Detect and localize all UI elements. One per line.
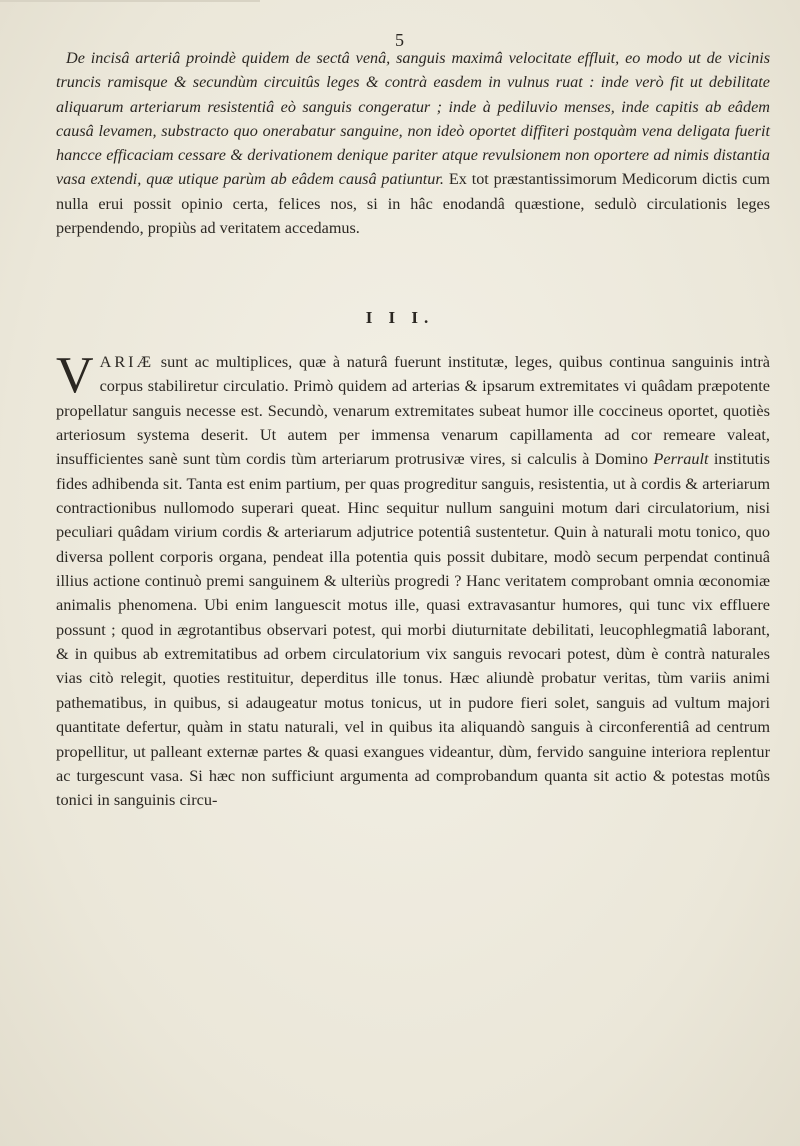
italic-paragraph <box>56 46 770 240</box>
body-paragraph-text <box>56 347 770 813</box>
section-heading: I I I. <box>365 308 435 327</box>
italic-paragraph-text <box>56 46 770 240</box>
body-text-part1: sunt ac multiplices, quæ à naturâ fuerunt institutæ, leges, quibus continua sanguinis intrà corpus stabiliretur circulatio. Primò quidem ad arterias & ipsarum extremitates vi quâdam præpotente propellatur sanguis necesse est. Secundò, venarum extremitates subeat humor ille coccineus oportet, quotiès arteriosum systema deserit. Ut autem per immensa venarum capillamenta ad cor remeare valeat, insufficientes sanè sunt tùm cordis tùm arteriarum protrusivæ vires, si calculis à Domino <box>56 352 770 469</box>
page-number: 5 <box>395 30 405 50</box>
roman-tail-text: Ex tot præstantissimorum Medicorum dictis cum nulla erui possit opinio certa, felices nos, si in hâc enodandâ quæstione, sedulò circulationis leges perpendendo, propiùs ad veritatem accedamus. <box>56 170 770 238</box>
italic-text: De incisâ arteriâ proindè quidem de sectâ venâ, sanguis maximâ velocitate effluit, eo modo ut de vicinis truncis ramisque & secundùm circuitûs leges & contrà easdem in vulnus ruat : inde verò fit ut debilitate aliquarum arteriarum resistentiâ eò sanguis congeratur ; inde à pediluvio menses, inde capitis ab eâdem causâ levamen, substracto quo onerabatur sanguine, non ideò oportet diffiteri postquàm vena deligata fuerit hancce efficaciam cessare & derivationem denique pariter atque revulsionem non oportere ad nimis distantia vasa extendi, quæ utique parùm ab eâdem causâ patiuntur. <box>56 49 770 189</box>
opening-caps: ARIÆ <box>99 352 155 371</box>
body-paragraph <box>56 347 770 813</box>
page-edge-shadow <box>0 0 260 2</box>
body-text-part2: institutis fides adhibenda sit. Tanta est enim partium, per quas progreditur sanguis, resistentia, ut à cordis & arteriarum contractionibus nullomodo superari queat. Hinc sequitur nullum sanguini motum dari circulatorium, nisi peculiari quâdam virium cordis & arteriarum adjutrice potentiâ sustentetur. Quin à naturali motu tonico, quo diversa pollent corporis organa, pendeat illa potentia quis possit dubitare, modò secum perpendat continuâ illius actione continuò premi sanguinem & ulteriùs progredi ? Hanc veritatem comprobant omnia œconomiæ animalis phenomena. Ubi enim languescit motus ille, quasi extravasantur humores, qui tunc vix effluere possunt ; quod in ægrotantibus observari potest, qui morbi diuturnitate debilitati, leucophlegmatiâ laborant, & in quibus ab extremitatibus ad orbem circulatorium vix sanguis revocari potest, dùm è contrà naturales vias citò relegit, quoties restituitur, deperditus ille tonus. Hæc aliundè probatur veritas, tùm variis animi pathematibus, in quibus, si adaugeatur motus tonicus, ut in pudore fieri solet, sanguis ad vultum majori quantitate defertur, quàm in statu naturali, vel in quibus ita aliquandò sanguis à circonferentiâ ad centrum propellitur, ut palleant externæ partes & quasi exangues videantur, dùm, fervido sanguine interiora replentur ac turgescunt vasa. Si hæc non sufficiunt argumenta ad comprobandum quanta sit actio & potestas motûs tonici in sanguinis circu- <box>56 449 770 810</box>
author-name: Perrault <box>653 449 709 469</box>
drop-cap: V <box>56 347 94 404</box>
